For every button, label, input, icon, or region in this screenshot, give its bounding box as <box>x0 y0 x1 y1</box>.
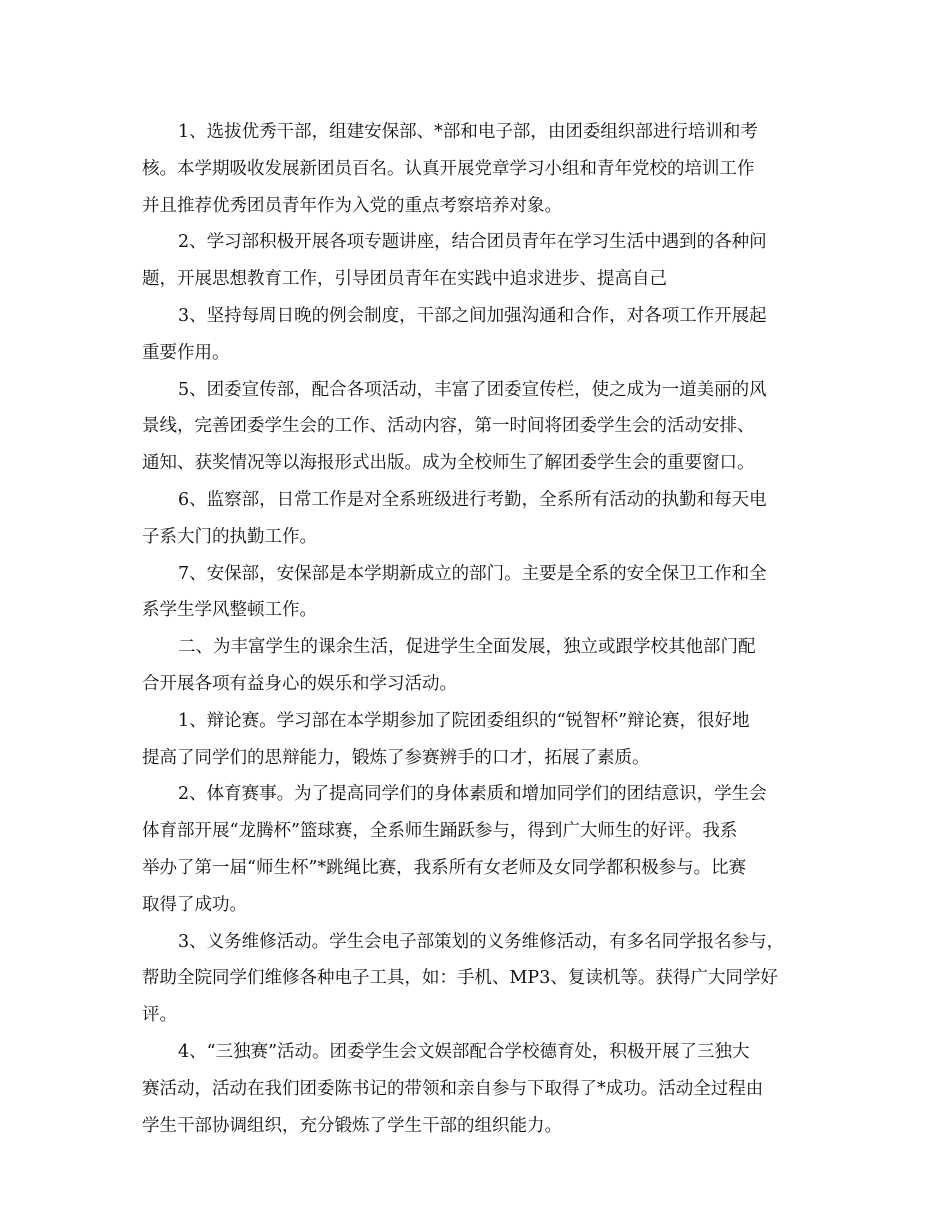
text-line: 重要作用。 <box>142 342 230 363</box>
text-line: 提高了同学们的思辩能力，锻炼了参赛辨手的口才，拓展了素质。 <box>142 747 650 768</box>
text-line: 景线，完善团委学生会的工作、活动内容，第一时间将团委学生会的活动安排、 <box>142 416 755 437</box>
text-line: 子系大门的执勤工作。 <box>142 526 317 547</box>
document-body <box>142 114 808 1144</box>
text-line: 7、安保部，安保部是本学期新成立的部门。主要是全系的安全保卫工作和全 <box>178 563 767 584</box>
text-line: 取得了成功。 <box>142 894 247 915</box>
text-line: 赛活动，活动在我们团委陈书记的带领和亲自参与下取得了*成功。活动全过程由 <box>142 1078 764 1099</box>
text-line: 评。 <box>142 1005 177 1026</box>
text-line: 学生干部协调组织，充分锻炼了学生干部的组织能力。 <box>142 1115 562 1136</box>
text-line: 4、“三独赛”活动。团委学生会文娱部配合学校德育处，积极开展了三独大 <box>178 1041 750 1062</box>
text-line: 并且推荐优秀团员青年作为入党的重点考察培养对象。 <box>142 195 562 216</box>
text-line: 5、团委宣传部，配合各项活动，丰富了团委宣传栏，使之成为一道美丽的风 <box>178 379 767 400</box>
text-line: 体育部开展“龙腾杯”篮球赛，全系师生踊跃参与，得到广大师生的好评。我系 <box>142 821 738 842</box>
text-line: 1、辩论赛。学习部在本学期参加了院团委组织的“锐智杯”辩论赛，很好地 <box>178 710 750 731</box>
text-line: 题，开展思想教育工作，引导团员青年在实践中追求进步、提高自己 <box>142 269 667 290</box>
text-line: 1、选拔优秀干部，组建安保部、*部和电子部，由团委组织部进行培训和考 <box>178 122 758 142</box>
text-line: 通知、获奖情况等以海报形式出版。成为全校师生了解团委学生会的重要窗口。 <box>142 453 755 474</box>
text-line: 帮助全院同学们维修各种电子工具，如：手机、MP3、复读机等。获得广大同学好 <box>142 968 778 989</box>
text-line: 举办了第一届“师生杯”*跳绳比赛，我系所有女老师及女同学都积极参与。比赛 <box>142 857 747 878</box>
text-line: 6、监察部，日常工作是对全系班级进行考勤，全系所有活动的执勤和每天电 <box>178 489 767 510</box>
text-line: 核。本学期吸收发展新团员百名。认真开展党章学习小组和青年党校的培训工作 <box>142 158 755 179</box>
text-line: 2、学习部积极开展各项专题讲座，结合团员青年在学习生活中遇到的各种问 <box>178 232 767 253</box>
text-line: 3、坚持每周日晚的例会制度，干部之间加强沟通和合作，对各项工作开展起 <box>178 305 767 326</box>
text-line: 系学生学风整顿工作。 <box>142 600 317 621</box>
text-line: 合开展各项有益身心的娱乐和学习活动。 <box>142 673 457 694</box>
text-line: 3、义务维修活动。学生会电子部策划的义务维修活动，有多名同学报名参与， <box>178 931 785 952</box>
text-line: 二、为丰富学生的课余生活，促进学生全面发展，独立或跟学校其他部门配 <box>178 637 756 658</box>
text-line: 2、体育赛事。为了提高同学们的身体素质和增加同学们的团结意识，学生会 <box>178 784 767 805</box>
